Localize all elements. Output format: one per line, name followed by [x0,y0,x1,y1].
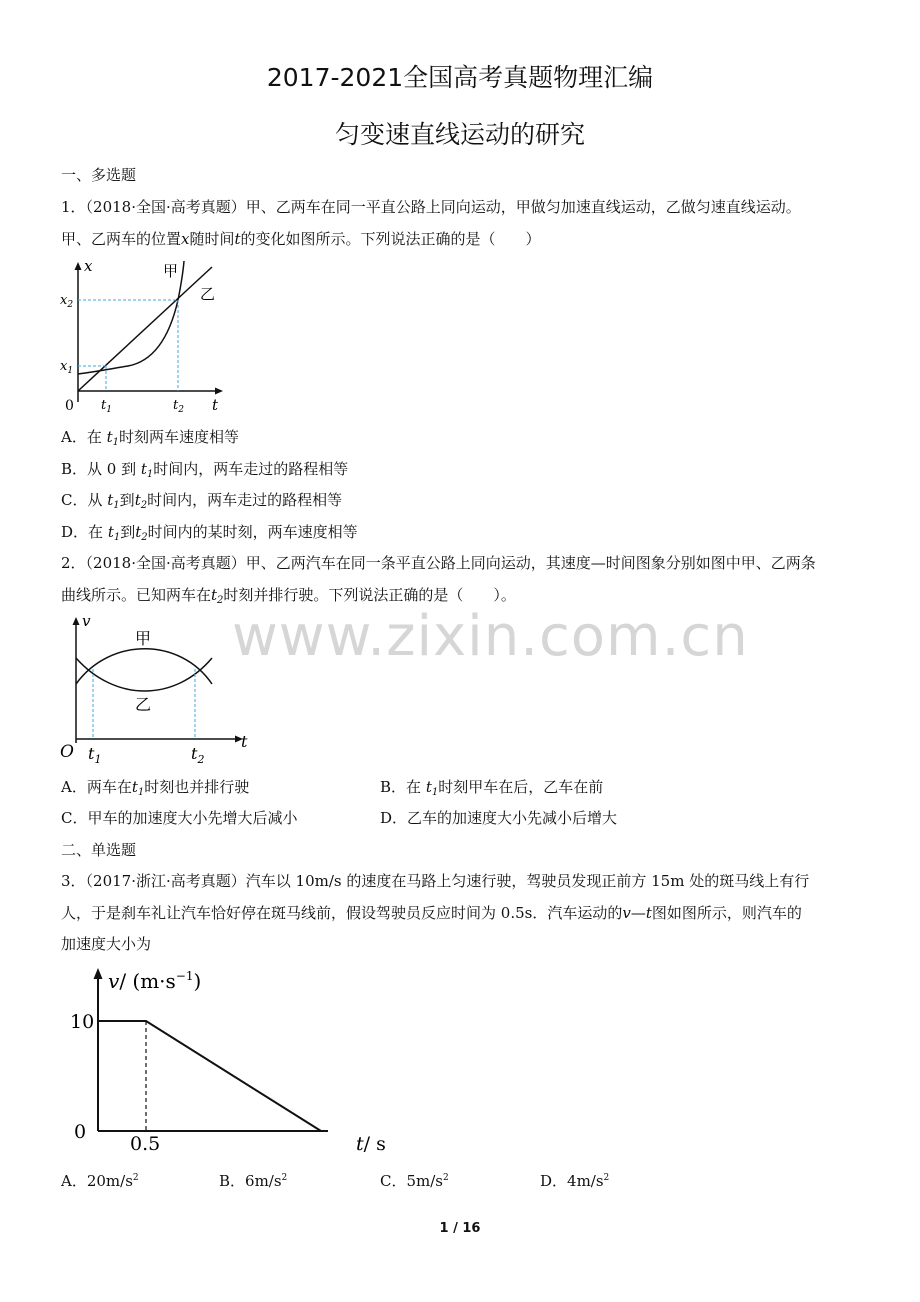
q2-curve-yi-label: 乙 [135,695,152,714]
q3-x-tick-0.5: 0.5 [130,1133,161,1155]
q2-line1: 2．（2018·全国·高考真题）甲、乙两汽车在同一条平直公路上同向运动，其速度—时间图象分别如图中甲、乙两条 [61,554,816,572]
q1-line2: 甲、乙两车的位置x随时间t的变化如图所示。下列说法正确的是（ ） [61,230,541,248]
watermark: www.zixin.com.cn [232,604,749,669]
section-multi-choice: 一、多选题 [61,166,137,184]
q3-option-d[interactable]: D．$4m/s^2$ [540,1172,610,1190]
q2-curve-jia-label: 甲 [135,629,152,648]
q2-option-d[interactable]: D．乙车的加速度大小先减小后增大 [380,809,618,827]
q2-option-b[interactable]: B．在 $t_1$时刻甲车在后，乙车在前 [380,778,604,798]
q1-y-axis-label: x [84,257,93,275]
q1-curve-yi-label: 乙 [200,285,216,303]
section-single-choice: 二、单选题 [61,841,137,859]
q2-t2-label: $t_2$ [191,744,205,766]
q1-line1: 1．（2018·全国·高考真题）甲、乙两车在同一平直公路上同向运动，甲做匀加速直线运动，乙做匀速直线运动。 [61,198,801,216]
q2-figure [55,612,255,767]
page-subtitle: 匀变速直线运动的研究 [334,120,585,149]
q1-option-b[interactable]: B．从 0 到 $t_1$时间内，两车走过的路程相等 [61,460,349,480]
q3-y-axis-label: v/ $(m\cdot s^{-1})$ [108,969,202,993]
q3-y-tick-10: 10 [70,1011,95,1033]
q3-line3: 加速度大小为 [61,935,152,953]
q3-figure [60,962,400,1157]
q1-x2-label: $x_2$ [60,293,74,310]
q1-line-yi [78,267,212,391]
q1-option-d[interactable]: D．在 $t_1$到$t_2$时间内的某时刻，两车速度相等 [61,523,358,543]
q3-origin: 0 [74,1121,87,1143]
q1-x1-label: $x_1$ [60,359,74,376]
q3-option-b[interactable]: B．$6m/s^2$ [219,1172,288,1190]
q3-vt-line [98,1021,321,1131]
q2-option-c[interactable]: C．甲车的加速度大小先增大后减小 [61,809,298,827]
q2-y-axis-label: v [82,612,91,630]
q3-option-a[interactable]: A．$20m/s^2$ [61,1172,139,1190]
q3-x-axis-label: t/ s [356,1133,386,1155]
q1-option-c[interactable]: C．从 $t_1$到$t_2$时间内，两车走过的路程相等 [61,491,343,511]
q3-line2: 人，于是刹车礼让汽车恰好停在斑马线前，假设驾驶员反应时间为 0.5s．汽车运动的v—t图如图所示，则汽车的 [61,904,802,922]
q3-line1: 3．（2017·浙江·高考真题）汽车以 10m/s 的速度在马路上匀速行驶，驾驶员发现正前方 15m 处的斑马线上有行 [61,872,810,890]
page-number: 1 / 16 [439,1221,481,1236]
q2-curve-yi [76,649,212,684]
q1-origin: 0 [65,398,74,414]
q1-t1-label: $t_1$ [101,398,112,415]
q1-t2-label: $t_2$ [173,398,184,415]
q1-figure [55,255,235,420]
q2-t1-label: $t_1$ [88,744,102,766]
q2-option-a[interactable]: A．两车在$t_1$时刻也并排行驶 [61,778,250,798]
q1-x-axis-label: t [212,396,219,414]
q1-option-a[interactable]: A．在 $t_1$时刻两车速度相等 [61,428,240,448]
page-title: 2017-2021全国高考真题物理汇编 [266,63,654,92]
q2-x-axis-label: t [241,732,248,751]
q2-line2: 曲线所示。已知两车在$t_2$时刻并排行驶。下列说法正确的是（ ）。 [61,586,516,606]
q3-option-c[interactable]: C．$5m/s^2$ [380,1172,449,1190]
q1-curve-jia-label: 甲 [163,262,179,280]
q2-origin: O [60,742,74,762]
